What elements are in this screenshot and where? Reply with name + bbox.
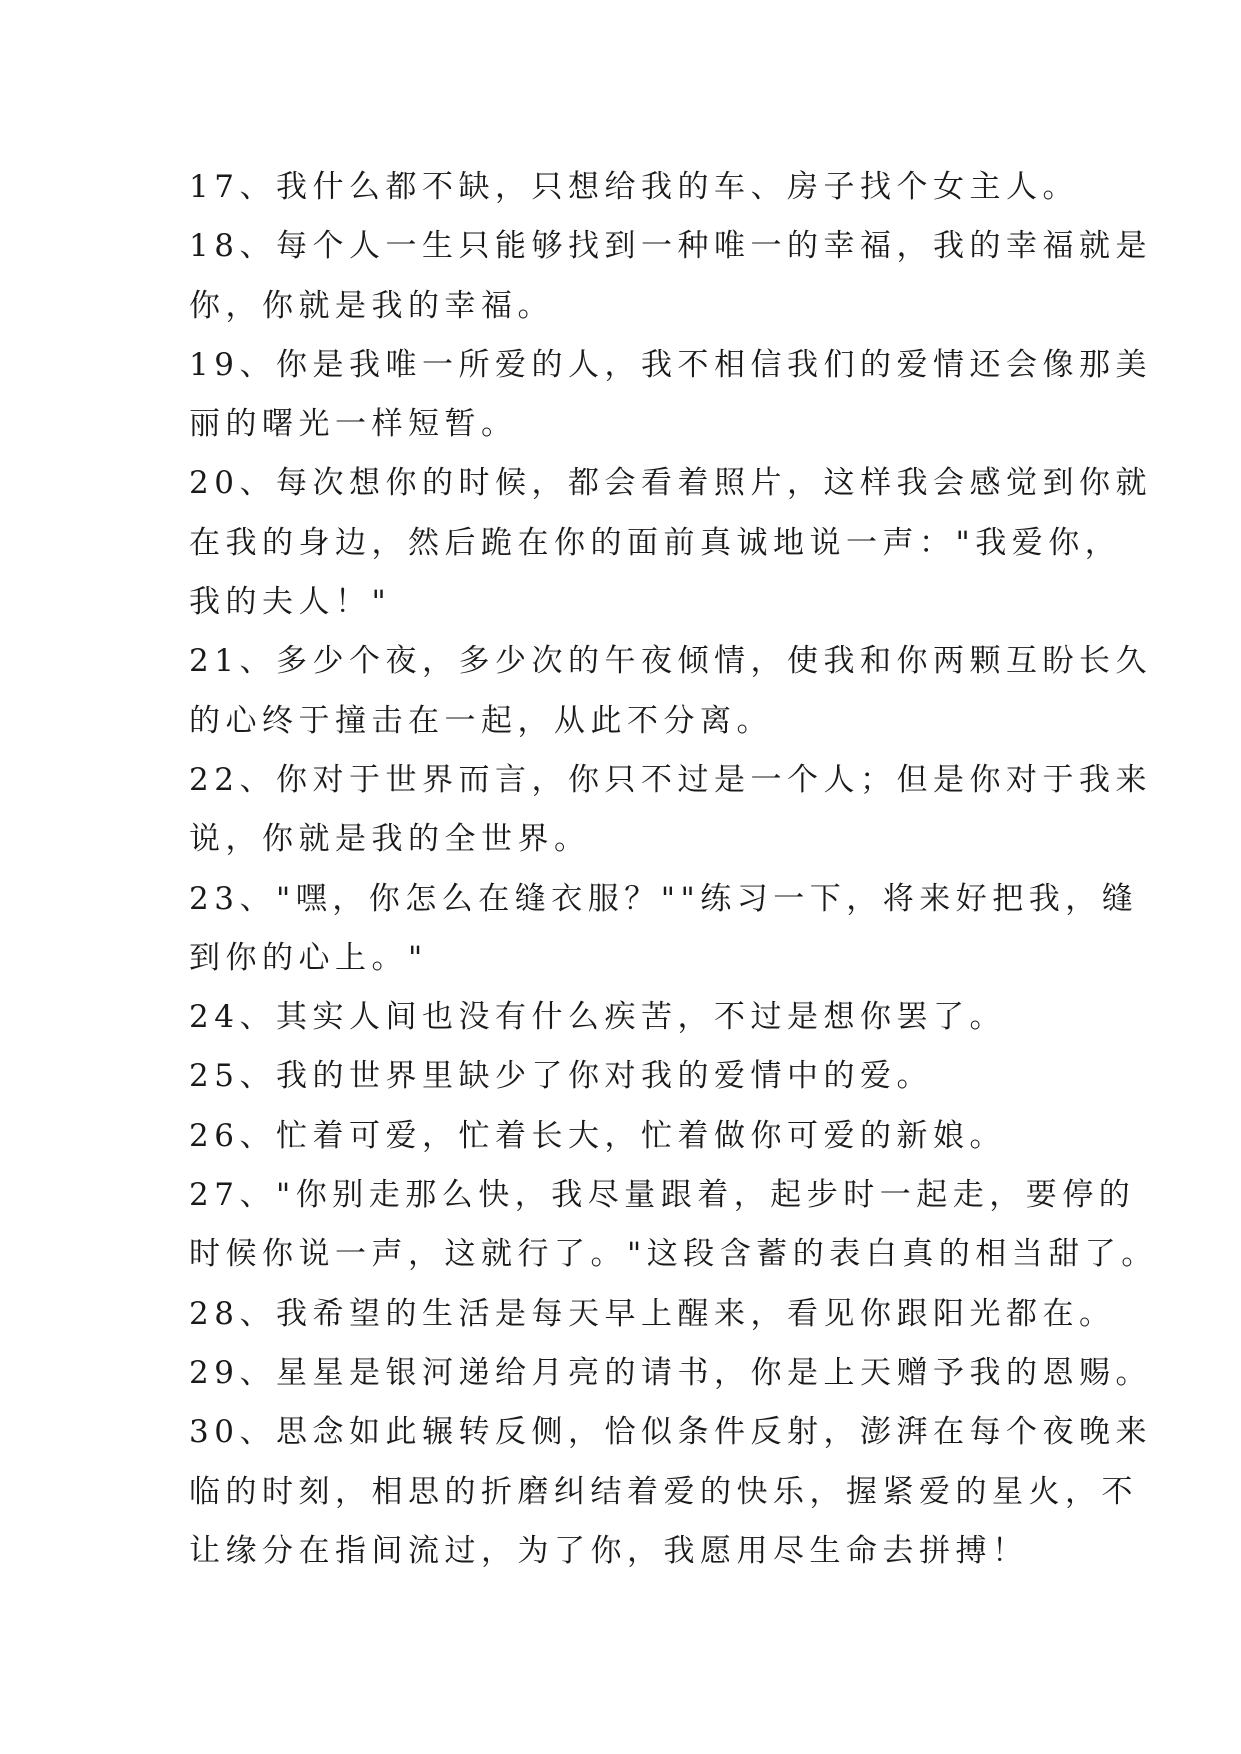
text-line: 到你的心上。" <box>189 939 428 976</box>
text-line: 17、我什么都不缺，只想给我的车、房子找个女主人。 <box>189 169 1079 205</box>
text-line: 让缘分在指间流过，为了你，我愿用尽生命去拼搏！ <box>189 1532 1029 1569</box>
text-line: 的心终于撞击在一起，从此不分离。 <box>189 702 773 739</box>
text-line: 时候你说一声，这就行了。"这段含蓄的表白真的相当甜了。 <box>189 1236 1158 1273</box>
text-line: 30、思念如此辗转反侧，恰似条件反射，澎湃在每个夜晚来 <box>189 1414 1152 1451</box>
text-line: 你，你就是我的幸福。 <box>189 287 554 324</box>
text-line: 24、其实人间也没有什么疾苦，不过是想你罢了。 <box>189 999 1006 1036</box>
text-line: 25、我的世界里缺少了你对我的爱情中的爱。 <box>189 1058 933 1095</box>
text-line: 我的夫人！" <box>189 584 392 621</box>
text-line: 19、你是我唯一所爱的人，我不相信我们的爱情还会像那美 <box>189 346 1152 383</box>
text-line: 丽的曙光一样短暂。 <box>189 406 518 443</box>
text-line: 20、每次想你的时候，都会看着照片，这样我会感觉到你就 <box>189 465 1152 502</box>
text-body <box>189 158 1158 1581</box>
text-line: 22、你对于世界而言，你只不过是一个人；但是你对于我来 <box>189 761 1152 798</box>
text-line: 28、我希望的生活是每天早上醒来，看见你跟阳光都在。 <box>189 1295 1116 1332</box>
text-line: 临的时刻，相思的折磨纠结着爱的快乐，握紧爱的星火，不 <box>189 1473 1138 1510</box>
text-line: 在我的身边，然后跪在你的面前真诚地说一声："我爱你， <box>189 524 1122 561</box>
text-line: 21、多少个夜，多少次的午夜倾情，使我和你两颗互盼长久 <box>189 643 1152 680</box>
text-line: 说，你就是我的全世界。 <box>189 821 591 858</box>
text-line: 27、"你别走那么快，我尽量跟着，起步时一起走，要停的 <box>189 1177 1136 1214</box>
text-line: 29、星星是银河递给月亮的请书，你是上天赠予我的恩赐。 <box>189 1354 1152 1391</box>
text-line: 26、忙着可爱，忙着长大，忙着做你可爱的新娘。 <box>189 1117 1006 1154</box>
text-line: 18、每个人一生只能够找到一种唯一的幸福，我的幸福就是 <box>189 228 1152 265</box>
text-line: 23、"嘿，你怎么在缝衣服？""练习一下，将来好把我，缝 <box>189 880 1139 917</box>
